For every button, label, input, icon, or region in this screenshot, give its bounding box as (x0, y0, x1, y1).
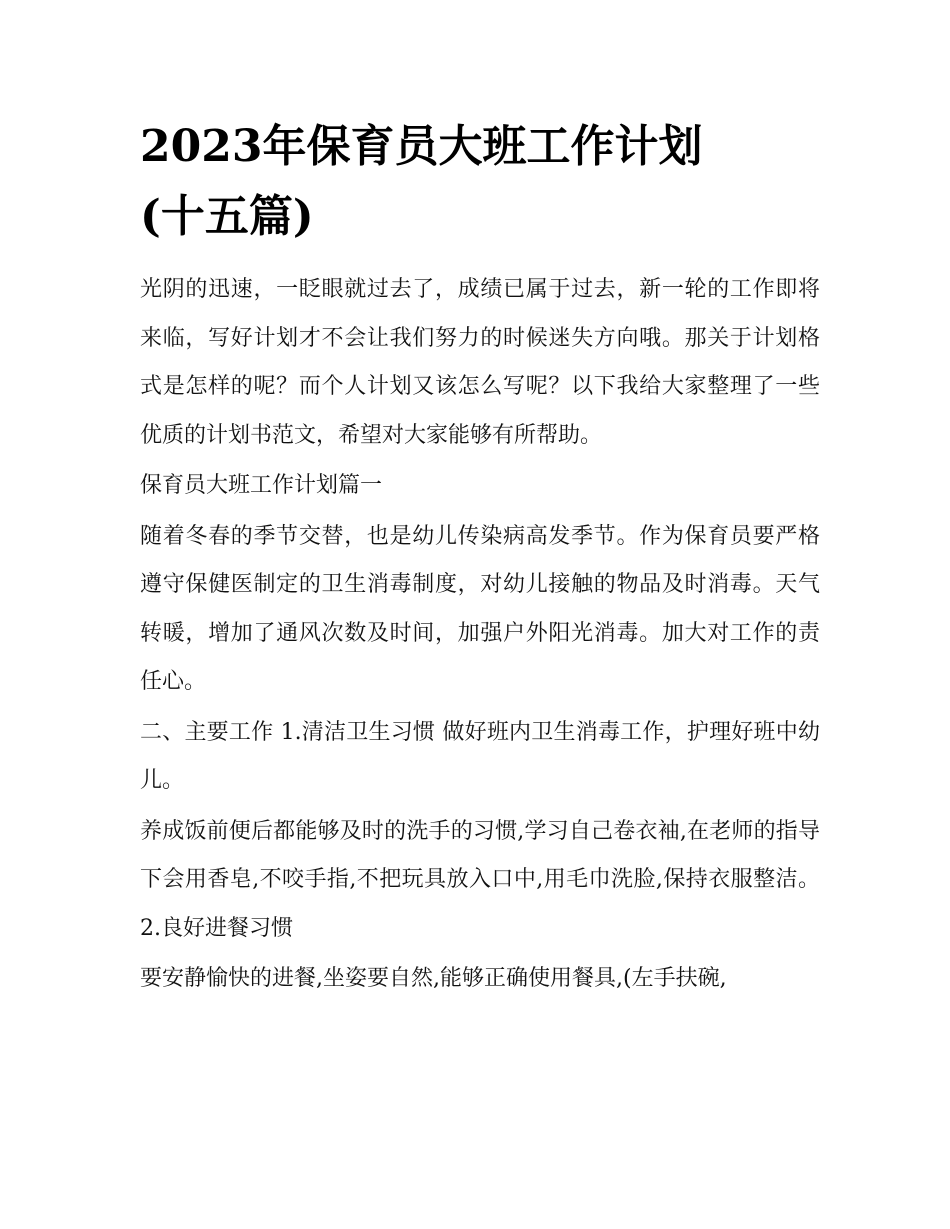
document-title-line-1: 2023年保育员大班工作计划 (140, 121, 703, 172)
document-title-line-2: (十五篇) (140, 191, 314, 242)
section-heading: 保育员大班工作计划篇一 (140, 473, 383, 498)
document-title (140, 112, 820, 252)
body-paragraph: 二、主要工作 1.清洁卫生习惯 做好班内卫生消毒工作，护理好班中幼儿。 (140, 719, 820, 793)
document-page (140, 112, 820, 1006)
body-paragraph: 养成饭前便后都能够及时的洗手的习惯,学习自己卷衣袖,在老师的指导下会用香皂,不咬手指,不把玩具放入口中,用毛巾洗脸,保持衣服整洁。 2.良好进餐习惯 (140, 818, 820, 941)
intro-paragraph: 光阴的迅速，一眨眼就过去了，成绩已属于过去，新一轮的工作即将来临，写好计划才不会让我们努力的时候迷失方向哦。那关于计划格式是怎样的呢？而个人计划又该怎么写呢？以下我给大家整理了一些优质的计划书范文，希望对大家能够有所帮助。 (140, 277, 820, 448)
body-paragraph: 要安静愉快的进餐,坐姿要自然,能够正确使用餐具,(左手扶碗, (140, 966, 727, 991)
body-paragraph: 随着冬春的季节交替，也是幼儿传染病高发季节。作为保育员要严格遵守保健医制定的卫生消毒制度，对幼儿接触的物品及时消毒。天气转暖，增加了通风次数及时间，加强户外阳光消毒。加大对工作的责任心。 (140, 523, 820, 694)
